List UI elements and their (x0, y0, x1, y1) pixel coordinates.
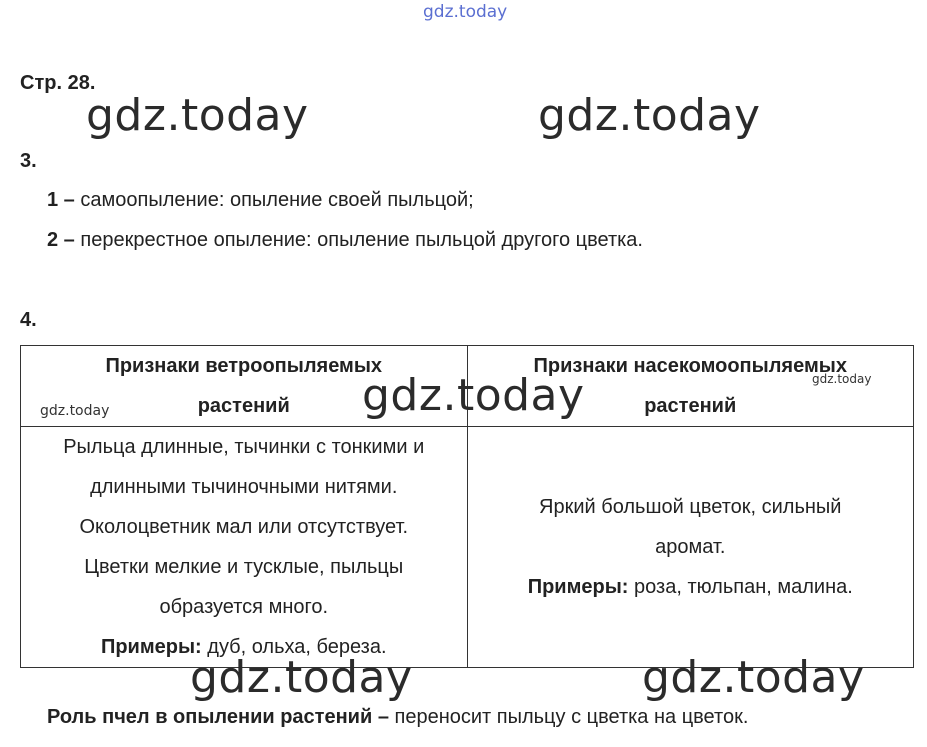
cell-insect-features (467, 427, 914, 668)
cell-line: длинными тычиночными нитями. (90, 476, 398, 498)
watermark-big: gdz.today (190, 652, 413, 703)
cell-line: Околоцветник мал или отсутствует. (79, 516, 409, 538)
header-line: Признаки ветроопыляемых (105, 355, 383, 377)
watermark-big: gdz.today (86, 90, 309, 141)
task-3-item (47, 189, 474, 212)
task-3-item (47, 229, 643, 252)
examples-label: Примеры: (527, 576, 629, 598)
item-number: 2 – (47, 229, 75, 251)
page-label: Стр. 28. (20, 72, 96, 94)
watermark-small: gdz.today (40, 403, 110, 419)
cell-wind-features (21, 427, 468, 668)
cell-line: Цветки мелкие и тусклые, пыльцы (84, 556, 404, 578)
header-line: Признаки насекомоопыляемых (533, 355, 847, 377)
conclusion-label: Роль пчел в опылении растений – (47, 706, 389, 728)
task-4-number: 4. (20, 309, 37, 331)
conclusion-text: переносит пыльцу с цветка на цветок. (388, 706, 749, 728)
watermark-big: gdz.today (538, 90, 761, 141)
header-line: растений (644, 395, 737, 417)
cell-line: Яркий большой цветок, сильный (539, 496, 842, 518)
watermark-small: gdz.today (812, 372, 872, 386)
cell-line: образуется много. (159, 596, 329, 618)
examples-label: Примеры: (100, 636, 202, 658)
header-line: растений (197, 395, 290, 417)
cell-line: Рыльца длинные, тычинки с тонкими и (63, 436, 425, 458)
examples-text: роза, тюльпан, малина. (628, 576, 853, 598)
item-number: 1 – (47, 189, 75, 211)
examples-line (474, 567, 908, 607)
watermark-top: gdz.today (423, 2, 508, 22)
cell-line: аромат. (655, 536, 726, 558)
examples-text: дуб, ольха, береза. (201, 636, 387, 658)
table-row (21, 427, 914, 668)
task-3-number: 3. (20, 150, 37, 172)
item-text: самоопыление: опыление своей пыльцой; (80, 189, 474, 211)
item-text: перекрестное опыление: опыление пыльцой другого цветка. (80, 229, 643, 251)
watermark-big: gdz.today (642, 652, 865, 703)
conclusion (47, 706, 748, 729)
watermark-big: gdz.today (362, 370, 585, 421)
